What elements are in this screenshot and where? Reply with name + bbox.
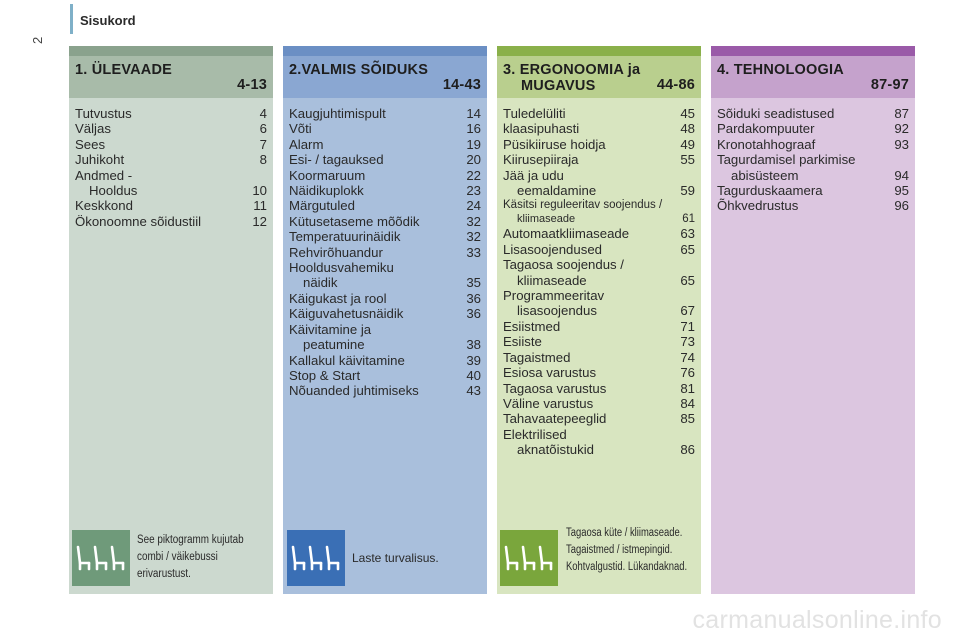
toc-entry[interactable]: [289, 121, 481, 136]
toc-entry[interactable]: [289, 260, 481, 275]
toc-entry-title: Esiiste: [503, 334, 542, 350]
section-title: 1. ÜLEVAADE: [75, 62, 173, 78]
toc-entry-page: 33: [466, 244, 481, 260]
toc-entry-page: 63: [680, 226, 695, 242]
toc-entry[interactable]: [503, 411, 695, 426]
toc-entry-page: 11: [253, 198, 267, 214]
toc-entry[interactable]: [503, 183, 695, 198]
seat-shapes: [503, 544, 555, 572]
toc-entry-title: Jää ja udu: [503, 167, 564, 183]
toc-entry-page: 19: [466, 136, 481, 152]
toc-entry-title: abisüsteem: [731, 167, 799, 183]
toc-entry-title: Kallakul käivitamine: [289, 352, 405, 368]
toc-entry-page: 59: [680, 183, 695, 199]
toc-entry[interactable]: [289, 168, 481, 183]
toc-entry-title: peatumine: [303, 337, 365, 353]
toc-entry-page: 67: [680, 303, 695, 319]
toc-entry-page: 48: [680, 121, 695, 137]
toc-entry-title: Pardakompuuter: [717, 121, 815, 137]
section-page-range: 87-97: [870, 77, 909, 93]
toc-entry[interactable]: [75, 183, 267, 198]
toc-entry-title: Nõuanded juhtimiseks: [289, 383, 419, 399]
section-cap: [497, 46, 701, 56]
toc-list: [69, 98, 273, 229]
section-cap: [69, 46, 273, 56]
toc-entry-title: Lisasoojendused: [503, 241, 602, 257]
toc-entry-page: 20: [466, 152, 481, 168]
toc-entry-page: 32: [466, 213, 481, 229]
toc-entry-title: eemaldamine: [517, 183, 597, 199]
toc-entry-page: 12: [252, 213, 267, 229]
three-seats-icon: [500, 530, 558, 586]
toc-list: [283, 98, 487, 399]
section-1-column: [69, 46, 273, 594]
three-seats-icon: [287, 530, 345, 586]
toc-entry[interactable]: [503, 288, 695, 303]
toc-entry[interactable]: [503, 152, 695, 167]
toc-entry[interactable]: [289, 152, 481, 167]
toc-entry-page: 95: [894, 183, 909, 199]
toc-entry-page: 16: [466, 121, 481, 137]
toc-entry[interactable]: [717, 198, 909, 213]
toc-entry-page: 32: [466, 229, 481, 245]
toc-entry[interactable]: [503, 137, 695, 152]
toc-entry[interactable]: [503, 427, 695, 442]
page-title: Sisukord: [80, 13, 136, 28]
toc-entry[interactable]: [75, 137, 267, 152]
toc-entry-page: 6: [259, 121, 267, 137]
toc-entry-page: 14: [466, 106, 481, 121]
toc-entry-title: näidik: [303, 275, 338, 291]
toc-entry[interactable]: [503, 334, 695, 349]
section-title: 3. ERGONOOMIA ja: [503, 62, 641, 78]
toc-entry-title: Kütusetaseme mõõdik: [289, 213, 420, 229]
toc-entry-title: Väljas: [75, 121, 111, 137]
toc-entry-title: Käigukast ja rool: [289, 290, 387, 306]
toc-entry-page: 10: [252, 183, 267, 199]
toc-entry-page: 40: [466, 367, 481, 383]
toc-entry-page: 65: [680, 241, 695, 257]
toc-entry-page: 65: [680, 272, 695, 288]
toc-entry-title: Märgutuled: [289, 198, 355, 214]
section-1-heading[interactable]: [69, 56, 273, 98]
toc-entry-page: 8: [259, 152, 267, 168]
toc-entry-title: lisasoojendus: [517, 303, 597, 319]
toc-entry-title: Tutvustus: [75, 106, 132, 121]
toc-entry-title: Ökonoomne sõidustiil: [75, 213, 202, 229]
toc-entry[interactable]: [289, 291, 481, 306]
toc-entry-title: Tuledelüliti: [503, 106, 566, 121]
toc-entry[interactable]: [289, 275, 481, 290]
toc-entry-title: Käivitamine ja: [289, 321, 372, 337]
toc-entry-page: 93: [894, 136, 909, 152]
toc-entry-title: Esi- / tagauksed: [289, 152, 384, 168]
toc-entry[interactable]: [503, 121, 695, 136]
section-cap: [283, 46, 487, 56]
toc-entry-title: Stop & Start: [289, 367, 361, 383]
toc-entry-page: 87: [894, 106, 909, 121]
toc-entry-title: Käiguvahetusnäidik: [289, 306, 404, 322]
toc-entry[interactable]: [75, 152, 267, 167]
toc-entry[interactable]: [503, 396, 695, 411]
toc-entry[interactable]: [289, 229, 481, 244]
toc-entry-page: 39: [466, 352, 481, 368]
toc-entry-title: Tagaosa soojendus /: [503, 257, 624, 273]
toc-entry[interactable]: [503, 273, 695, 288]
toc-entry[interactable]: [289, 214, 481, 229]
toc-entry-page: 23: [466, 183, 481, 199]
toc-entry-title: Hooldusvahemiku: [289, 260, 394, 276]
toc-entry-title: Tagurdamisel parkimise: [717, 152, 856, 168]
toc-entry-title: Sees: [75, 136, 106, 152]
toc-entry[interactable]: [503, 226, 695, 241]
toc-entry-title: Kronotahhograaf: [717, 136, 816, 152]
toc-entry[interactable]: [289, 337, 481, 352]
toc-entry[interactable]: [289, 306, 481, 321]
toc-entry-title: Võti: [289, 121, 312, 137]
toc-entry-title: Temperatuurinäidik: [289, 229, 401, 245]
toc-entry-page: 76: [680, 365, 695, 381]
toc-entry-title: klaasipuhasti: [503, 121, 580, 137]
toc-entry[interactable]: [503, 198, 695, 212]
toc-entry[interactable]: [75, 106, 267, 121]
toc-entry-page: 22: [466, 167, 481, 183]
section-page-range: 44-86: [656, 77, 695, 93]
toc-entry-title: Elektrilised: [503, 426, 567, 442]
toc-entry-title: Sõiduki seadistused: [717, 106, 835, 121]
seat-shapes: [290, 544, 342, 572]
toc-entry[interactable]: [503, 303, 695, 318]
three-seats-icon: [72, 530, 130, 586]
toc-entry[interactable]: [75, 168, 267, 183]
toc-entry[interactable]: [75, 198, 267, 213]
toc-entry[interactable]: [289, 322, 481, 337]
toc-entry[interactable]: [503, 257, 695, 272]
toc-entry-page: 61: [682, 213, 695, 226]
toc-entry[interactable]: [289, 106, 481, 121]
toc-entry[interactable]: [503, 365, 695, 380]
toc-entry-page: 7: [259, 136, 267, 152]
toc-entry-page: 86: [680, 442, 695, 458]
toc-entry-title: Tagurduskaamera: [717, 183, 823, 199]
toc-entry-page: 24: [466, 198, 481, 214]
toc-entry[interactable]: [503, 442, 695, 457]
toc-entry-title: Käsitsi reguleeritav soojendus /: [503, 199, 663, 212]
toc-entry-title: Kaugjuhtimispult: [289, 106, 386, 121]
toc-entry-title: aknatõistukid: [517, 442, 594, 458]
toc-entry-title: Alarm: [289, 136, 324, 152]
toc-entry-page: 36: [466, 290, 481, 306]
toc-entry[interactable]: [717, 121, 909, 136]
toc-entry-page: 43: [466, 383, 481, 399]
page-number: 2: [30, 36, 45, 44]
toc-entry[interactable]: [75, 214, 267, 229]
section-3-heading[interactable]: [497, 56, 701, 98]
toc-entry-page: 55: [680, 152, 695, 168]
toc-entry[interactable]: [503, 381, 695, 396]
toc-entry[interactable]: [289, 383, 481, 398]
toc-entry[interactable]: [717, 183, 909, 198]
toc-entry-title: Programmeeritav: [503, 288, 605, 304]
toc-entry-page: 49: [680, 136, 695, 152]
toc-entry-page: 96: [894, 198, 909, 214]
section-4-heading[interactable]: [711, 56, 915, 98]
section-2-column: [283, 46, 487, 594]
toc-entry[interactable]: [75, 121, 267, 136]
toc-entry[interactable]: [503, 350, 695, 365]
toc-entry[interactable]: [717, 106, 909, 121]
toc-entry-title: Esiosa varustus: [503, 365, 597, 381]
toc-entry-page: 35: [466, 275, 481, 291]
toc-entry[interactable]: [289, 368, 481, 383]
section-4-column: [711, 46, 915, 594]
toc-entry-title: Hooldus: [89, 183, 138, 199]
section-3-column: [497, 46, 701, 594]
toc-entry-title: Andmed -: [75, 167, 133, 183]
toc-entry[interactable]: [289, 353, 481, 368]
toc-entry[interactable]: [717, 168, 909, 183]
watermark: carmanualsonline.info: [692, 606, 942, 634]
section-title: 4. TEHNOLOOGIA: [717, 62, 844, 78]
toc-entry[interactable]: [503, 212, 695, 226]
toc-entry[interactable]: [503, 242, 695, 257]
toc-entry-title: Keskkond: [75, 198, 133, 214]
toc-entry-page: 38: [466, 337, 481, 353]
toc-entry-title: Kiirusepiiraja: [503, 152, 579, 168]
toc-entry-title: Esiistmed: [503, 318, 561, 334]
toc-entry[interactable]: [717, 137, 909, 152]
section-title: 2.VALMIS SÕIDUKS: [289, 62, 429, 78]
pictogram-note-1: See piktogramm kujutab combi / väikebussi erivarustust.: [137, 534, 244, 580]
toc-entry[interactable]: [289, 137, 481, 152]
section-2-heading[interactable]: [283, 56, 487, 98]
toc-entry-title: kliimaseade: [517, 213, 576, 226]
toc-entry[interactable]: [503, 168, 695, 183]
toc-entry-page: 36: [466, 306, 481, 322]
toc-entry-page: 85: [680, 411, 695, 427]
pictogram-note-2: Laste turvalisus.: [352, 551, 439, 565]
toc-entry-page: 4: [259, 106, 267, 121]
toc-entry-title: Tagaosa varustus: [503, 380, 607, 396]
pictogram-note-3: Tagaosa küte / kliimaseade. Tagaistmed / istmepingid. Kohtvalgustid. Lükandaknad.: [566, 527, 688, 573]
toc-entry-title: Väline varustus: [503, 395, 594, 411]
seat-shapes: [75, 544, 127, 572]
toc-entry-page: 73: [680, 334, 695, 350]
toc-entry-title: Tahavaatepeeglid: [503, 411, 607, 427]
toc-entry-title: Tagaistmed: [503, 349, 571, 365]
toc-entry-title: Automaatkliimaseade: [503, 226, 630, 242]
toc-entry-page: 45: [680, 106, 695, 121]
section-title-line2: MUGAVUS: [521, 78, 596, 94]
toc-entry-title: Koormaruum: [289, 167, 366, 183]
toc-entry[interactable]: [289, 245, 481, 260]
toc-entry-page: 84: [680, 395, 695, 411]
header-accent-bar: [70, 4, 73, 34]
toc-entry-page: 94: [894, 167, 909, 183]
section-page-range: 14-43: [442, 77, 481, 93]
toc-entry-title: kliimaseade: [517, 272, 587, 288]
toc-entry-title: Näidikuplokk: [289, 183, 364, 199]
toc-entry-title: Püsikiiruse hoidja: [503, 136, 606, 152]
toc-list: [711, 98, 915, 214]
toc-entry-page: 81: [680, 380, 695, 396]
toc-entry-page: 92: [894, 121, 909, 137]
toc-entry[interactable]: [289, 198, 481, 213]
toc-entry[interactable]: [289, 183, 481, 198]
section-cap: [711, 46, 915, 56]
toc-entry-page: 74: [680, 349, 695, 365]
toc-entry-title: Õhkvedrustus: [717, 198, 799, 214]
toc-entry-title: Juhikoht: [75, 152, 125, 168]
toc-entry[interactable]: [717, 152, 909, 167]
section-page-range: 4-13: [237, 77, 267, 93]
toc-entry-page: 71: [680, 318, 695, 334]
toc-list: [497, 98, 701, 458]
toc-entry[interactable]: [503, 319, 695, 334]
toc-entry-title: Rehvirõhuandur: [289, 244, 383, 260]
toc-entry[interactable]: [503, 106, 695, 121]
